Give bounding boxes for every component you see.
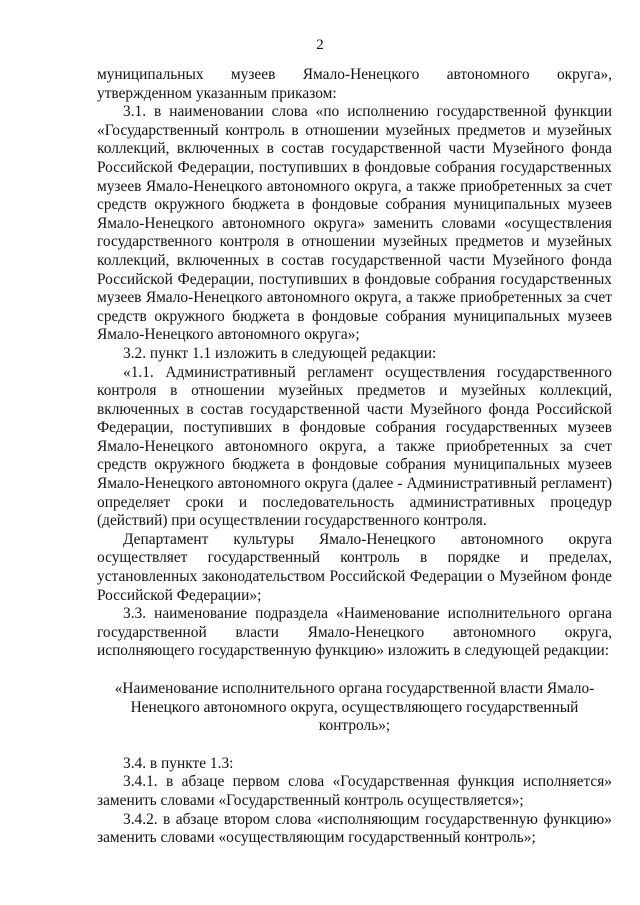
- paragraph-department: Департамент культуры Ямало-Ненецкого автономного округа осуществляет государственный контроль в порядке и пределах, установленных законодательством Российской Федерации о Музейном фонде Российской Федерации»;: [97, 530, 612, 604]
- paragraph-1-1-quote: «1.1. Административный регламент осуществления государственного контроля в отношении музейных предметов и музейных коллекций, включенных в состав государственной части Музейного фонда Российской Федерации, поступивших в фондовые собрания государственных музеев Ямало-Ненецкого автономного округа, а также приобретенных за счет средств окружного бюджета в фондовые собрания муниципальных музеев Ямало-Ненецкого автономного округа (далее - Административный регламент) определяет сроки и последовательность административных процедур (действий) при осуществлении государственного контроля.: [97, 363, 612, 530]
- paragraph-3-4-1: 3.4.1. в абзаце первом слова «Государственная функция исполняется» заменить словами «Государственный контроль осуществляется»;: [97, 773, 612, 809]
- document-body: [97, 66, 612, 848]
- centered-heading-quote: «Наименование исполнительного органа государственной власти Ямало-Ненецкого автономного округа, осуществляющего государственный контроль»;: [114, 680, 595, 735]
- spacer: [97, 736, 612, 755]
- paragraph-3-4-2: 3.4.2. в абзаце втором слова «исполняющим государственную функцию» заменить словами «осуществляющим государственный контроль»;: [97, 810, 612, 847]
- paragraph-3-4: 3.4. в пункте 1.3:: [123, 754, 234, 772]
- spacer: [97, 661, 612, 680]
- paragraph-3-3: 3.3. наименование подраздела «Наименование исполнительного органа государственной власти Ямало-Ненецкого автономного округа, исполняющего государственную функцию» изложить в следующей редакции:: [97, 605, 612, 660]
- page-number: 2: [316, 37, 324, 53]
- paragraph-intro: муниципальных музеев Ямало-Ненецкого автономного округа», утвержденном указанным приказом:: [97, 66, 612, 102]
- paragraph-3-1: 3.1. в наименовании слова «по исполнению государственной функции «Государственный контроль в отношении музейных предметов и музейных коллекций, включенных в состав государственной части Музейного фонда Российской Федерации, поступивших в фондовые собрания государственных музеев Ямало-Ненецкого автономного округа, а также приобретенных за счет средств окружного бюджета в фондовые собрания муниципальных музеев Ямало-Ненецкого автономного округа» заменить словами «осуществления государственного контроля в отношении музейных предметов и музейных коллекций, включенных в состав государственной части Музейного фонда Российской Федерации, поступивших в фондовые собрания государственных музеев Ямало-Ненецкого автономного округа, а также приобретенных за счет средств окружного бюджета в фондовые собрания муниципальных музеев Ямало-Ненецкого автономного округа»;: [97, 103, 612, 344]
- paragraph-3-2: 3.2. пункт 1.1 изложить в следующей редакции:: [123, 344, 437, 362]
